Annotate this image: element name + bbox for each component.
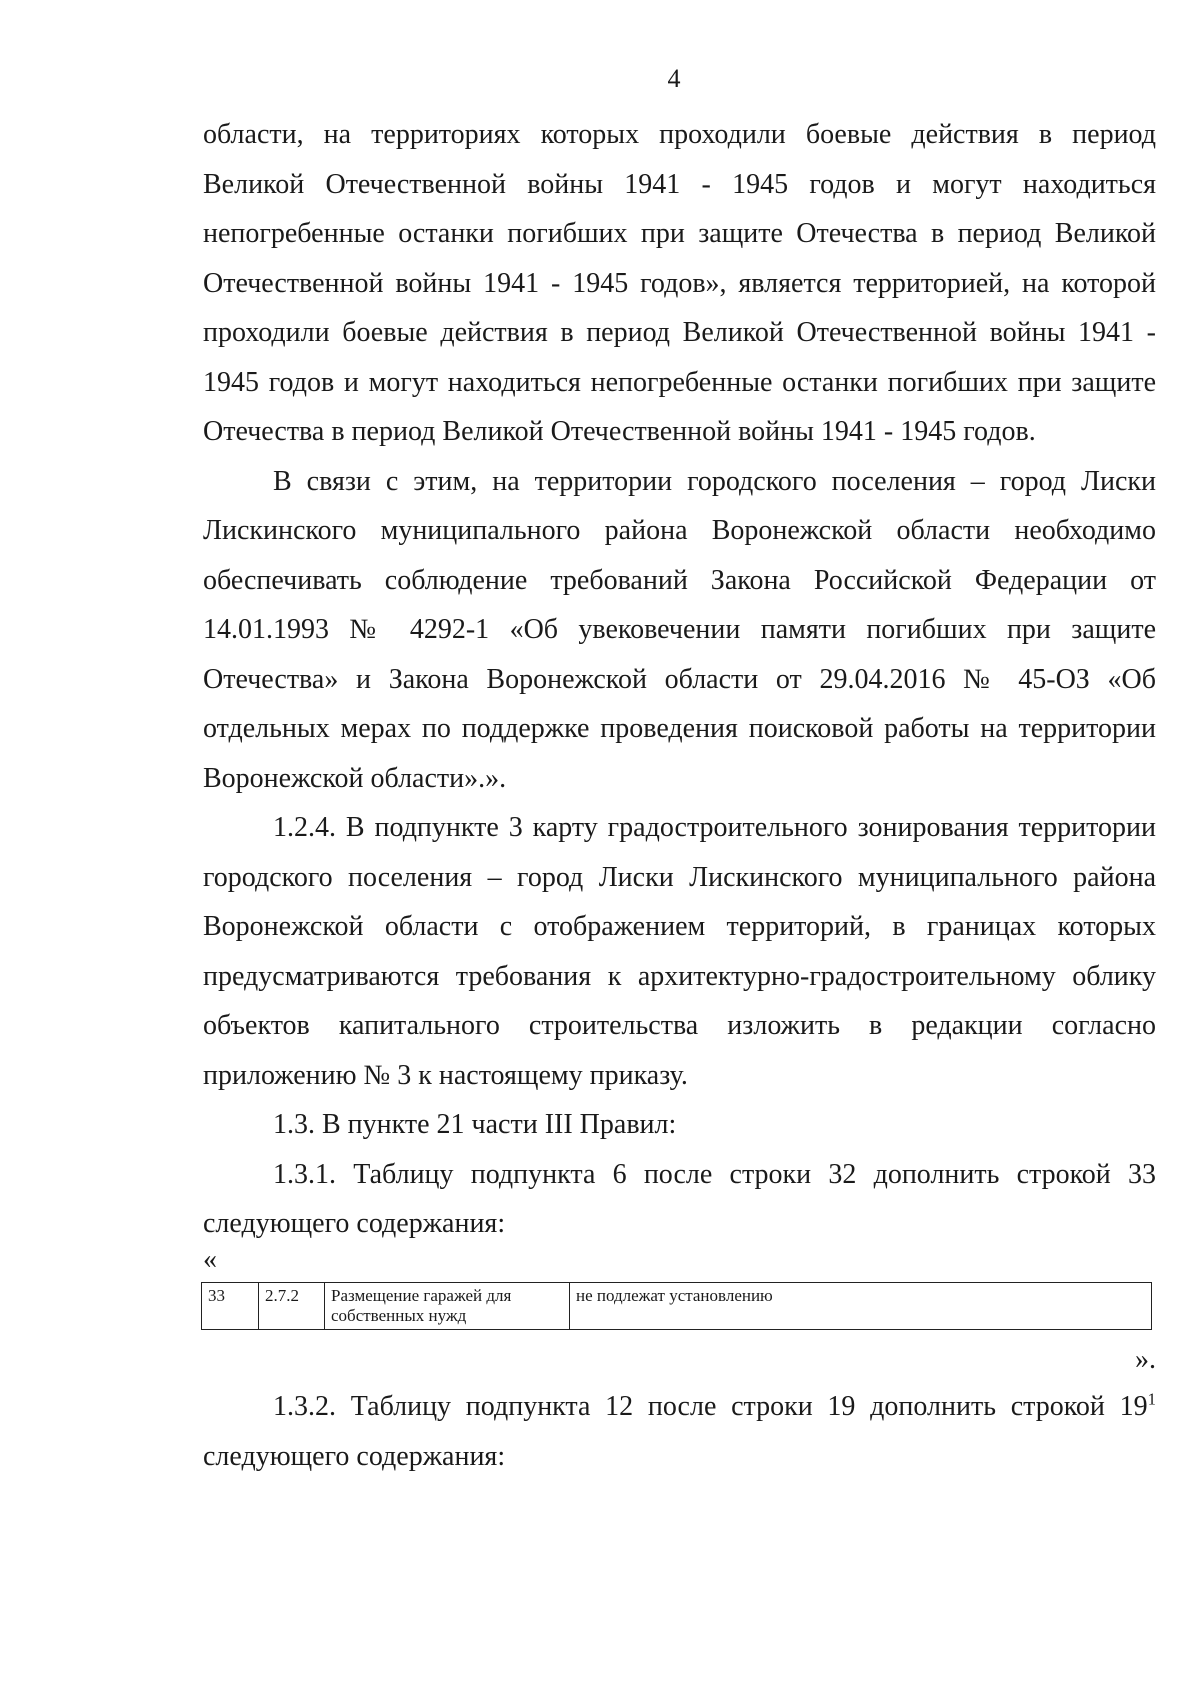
paragraph-1-3-2-text: 1.3.2. Таблицу подпункта 12 после строки 19 дополнить строкой 19	[273, 1391, 1148, 1422]
main-text-block	[203, 110, 1156, 1249]
opening-quote: «	[203, 1244, 217, 1275]
closing-quote: ».	[1135, 1344, 1156, 1375]
code-cell: 2.7.2	[259, 1283, 325, 1330]
paragraph-1-3-2	[203, 1382, 1156, 1481]
page-number: 4	[667, 64, 681, 93]
insert-table	[201, 1282, 1152, 1330]
final-text-block	[203, 1382, 1156, 1481]
table-row	[202, 1283, 1152, 1330]
paragraph-continuation: области, на территориях которых проходили боевые действия в период Великой Отечественной войны 1941 - 1945 годов и могут находиться непогребенные останки погибших при защите Отечества в период Великой Отечественной войны 1941 - 1945 годов», является территорией, на которой проходили боевые действия в период Великой Отечественной войны 1941 - 1945 годов и могут находиться непогребенные останки погибших при защите Отечества в период Великой Отечественной войны 1941 - 1945 годов.	[203, 119, 1156, 447]
superscript-index: 1	[1147, 1389, 1156, 1409]
row-number-cell: 33	[202, 1283, 259, 1330]
paragraph-1-3-1: 1.3.1. Таблицу подпункта 6 после строки 32 дополнить строкой 33 следующего содержания:	[203, 1158, 1156, 1239]
paragraph-requirements: В связи с этим, на территории городского поселения – город Лиски Лискинского муниципального района Воронежской области необходимо обеспечивать соблюдение требований Закона Российской Федерации от 14.01.1993 № 4292-1 «Об увековечении памяти погибших при защите Отечества» и Закона Воронежской области от 29.04.2016 № 45-ОЗ «Об отдельных мерах по поддержке проведения поисковой работы на территории Воронежской области».».	[203, 465, 1156, 794]
paragraph-1-3-2-tail: следующего содержания:	[203, 1440, 506, 1472]
paragraph-1-2-4: 1.2.4. В подпункте 3 карту градостроительного зонирования территории городского поселения – город Лиски Лискинского муниципального района Воронежской области с отображением территорий, в границах которых предусматриваются требования к архитектурно-градостроительному облику объектов капитального строительства изложить в редакции согласно приложению № 3 к настоящему приказу.	[203, 812, 1156, 1091]
name-cell: Размещение гаражей для собственных нужд	[325, 1283, 570, 1330]
value-cell: не подлежат установлению	[570, 1283, 1152, 1330]
paragraph-1-3: 1.3. В пункте 21 части III Правил:	[273, 1109, 677, 1140]
